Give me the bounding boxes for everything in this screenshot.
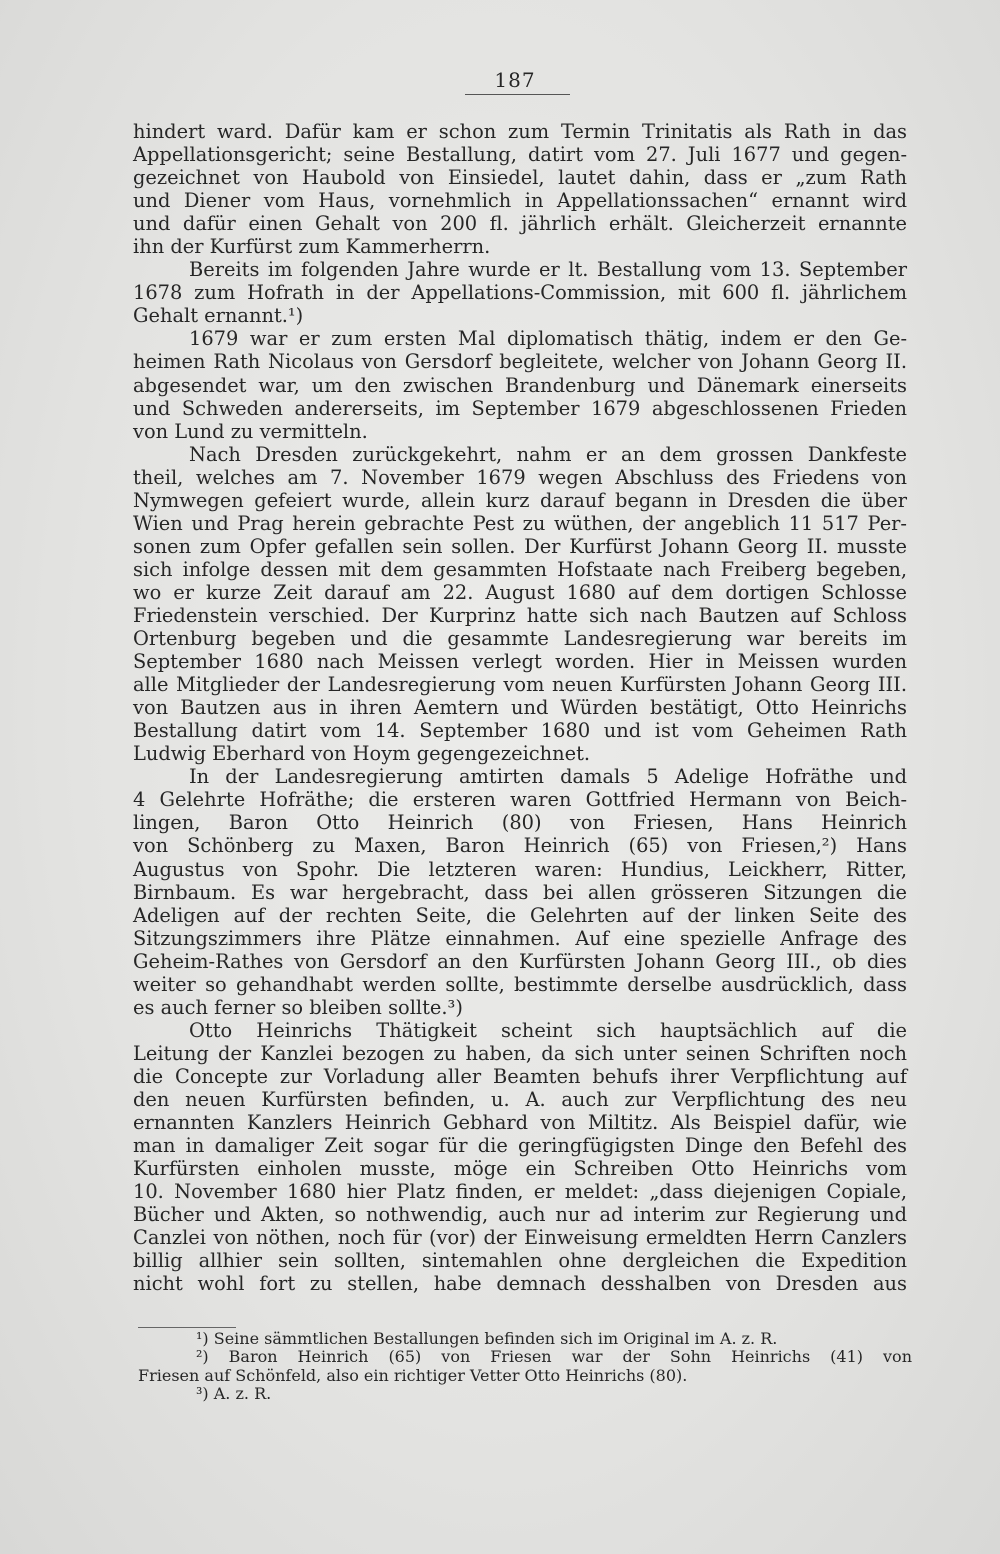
text-line: von Bautzen aus in ihren Aemtern und Würden bestätigt, Otto Heinrichs: [133, 696, 907, 720]
text-line: heimen Rath Nicolaus von Gersdorf begleitete, welcher von Johann Georg II.: [133, 350, 907, 374]
text-line: Friedenstein verschied. Der Kurprinz hatte sich nach Bautzen auf Schloss: [133, 603, 907, 627]
text-line: In der Landesregierung amtirten damals 5 Adelige Hofräthe und: [189, 765, 907, 789]
text-line: Geheim-Rathes von Gersdorf an den Kurfürsten Johann Georg III., ob dies: [133, 949, 907, 973]
text-line: es auch ferner so bleiben sollte.³): [133, 995, 463, 1019]
text-line: September 1680 nach Meissen verlegt worden. Hier in Meissen wurden: [133, 650, 907, 674]
text-line: Appellationsgericht; seine Bestallung, datirt vom 27. Juli 1677 und gegen-: [133, 143, 907, 167]
text-line: gezeichnet von Haubold von Einsiedel, lautet dahin, dass er „zum Rath: [133, 166, 907, 190]
text-line: und dafür einen Gehalt von 200 fl. jährlich erhält. Gleicherzeit ernannte: [133, 212, 907, 236]
text-line: billig allhier sein sollten, sintemahlen ohne dergleichen die Expedition: [133, 1249, 907, 1273]
footnote-line: ¹) Seine sämmtlichen Bestallungen befinden sich im Original im A. z. R.: [196, 1329, 778, 1348]
text-line: man in damaliger Zeit sogar für die geringfügigsten Dinge den Befehl des: [133, 1134, 907, 1158]
text-line: abgesendet war, um den zwischen Brandenburg und Dänemark einerseits: [133, 373, 907, 397]
text-line: 1679 war er zum ersten Mal diplomatisch thätig, indem er den Ge-: [189, 327, 907, 351]
text-line: Bereits im folgenden Jahre wurde er lt. Bestallung vom 13. September: [189, 258, 907, 282]
text-line: Adeligen auf der rechten Seite, die Gelehrten auf der linken Seite des: [133, 903, 907, 927]
text-line: 1678 zum Hofrath in der Appellations-Commission, mit 600 fl. jährlichem: [133, 281, 907, 305]
text-line: Nymwegen gefeiert wurde, allein kurz darauf begann in Dresden die über: [133, 488, 907, 512]
text-line: Ortenburg begeben und die gesammte Landesregierung war bereits im: [133, 627, 907, 651]
text-line: von Schönberg zu Maxen, Baron Heinrich (65) von Friesen,²) Hans: [133, 834, 907, 858]
text-line: und Schweden andererseits, im September 1679 abgeschlossenen Frieden: [133, 396, 907, 420]
text-line: weiter so gehandhabt werden sollte, bestimmte derselbe ausdrücklich, dass: [133, 972, 907, 996]
text-line: Augustus von Spohr. Die letzteren waren: Hundius, Leickherr, Ritter,: [133, 857, 907, 881]
footnote-rule: [138, 1327, 236, 1328]
text-line: lingen, Baron Otto Heinrich (80) von Friesen, Hans Heinrich: [133, 811, 907, 835]
text-line: Canzlei von nöthen, noch für (vor) der Einweisung ermeldten Herrn Canzlers: [133, 1226, 907, 1250]
footnote-line: ³) A. z. R.: [196, 1384, 272, 1404]
text-line: Bestallung datirt vom 14. September 1680 und ist vom Geheimen Rath: [133, 719, 907, 743]
text-line: Nach Dresden zurückgekehrt, nahm er an dem grossen Dankfeste: [189, 442, 907, 466]
page-number: 187: [494, 68, 536, 92]
text-line: Otto Heinrichs Thätigkeit scheint sich hauptsächlich auf die: [189, 1018, 907, 1042]
header-rule: [465, 94, 570, 95]
text-line: hindert ward. Dafür kam er schon zum Termin Trinitatis als Rath in das: [133, 120, 907, 143]
text-line: ernannten Kanzlers Heinrich Gebhard von Miltitz. Als Beispiel dafür, wie: [133, 1111, 907, 1135]
footnote-line: ²) Baron Heinrich (65) von Friesen war der Sohn Heinrichs (41) von: [196, 1347, 912, 1367]
text-line: Leitung der Kanzlei bezogen zu haben, da sich unter seinen Schriften noch: [133, 1041, 907, 1065]
text-line: Ludwig Eberhard von Hoym gegengezeichnet.: [133, 742, 591, 766]
text-line: Wien und Prag herein gebrachte Pest zu wüthen, der angeblich 11 517 Per-: [133, 511, 907, 535]
text-line: 10. November 1680 hier Platz finden, er meldet: „dass diejenigen Copiale,: [133, 1180, 907, 1204]
text-line: wo er kurze Zeit darauf am 22. August 1680 auf dem dortigen Schlosse: [133, 580, 907, 604]
text-line: ihn der Kurfürst zum Kammerherrn.: [133, 235, 491, 259]
text-line: nicht wohl fort zu stellen, habe demnach desshalben von Dresden aus: [133, 1272, 907, 1296]
footnotes: [138, 1330, 912, 1404]
text-line: theil, welches am 7. November 1679 wegen Abschluss des Friedens von: [133, 465, 907, 489]
text-line: Bücher und Akten, so nothwendig, auch nur ad interim zur Regierung und: [133, 1203, 907, 1227]
text-line: Kurfürsten einholen musste, möge ein Schreiben Otto Heinrichs vom: [133, 1157, 907, 1181]
text-line: alle Mitglieder der Landesregierung vom neuen Kurfürsten Johann Georg III.: [133, 673, 907, 697]
body-text: [133, 120, 907, 1295]
text-line: von Lund zu vermitteln.: [133, 419, 368, 443]
text-line: 4 Gelehrte Hofräthe; die ersteren waren Gottfried Hermann von Beich-: [133, 788, 907, 812]
footnote-line: Friesen auf Schönfeld, also ein richtiger Vetter Otto Heinrichs (80).: [138, 1365, 688, 1385]
text-line: den neuen Kurfürsten befinden, u. A. auch zur Verpflichtung des neu: [133, 1087, 907, 1111]
text-line: die Concepte zur Vorladung aller Beamten behufs ihrer Verpflichtung auf: [133, 1064, 907, 1088]
text-line: Birnbaum. Es war hergebracht, dass bei allen grösseren Sitzungen die: [133, 880, 907, 904]
text-line: Sitzungszimmers ihre Plätze einnahmen. Auf eine spezielle Anfrage des: [133, 926, 907, 950]
text-line: sich infolge dessen mit dem gesammten Hofstaate nach Freiberg begeben,: [133, 557, 907, 581]
text-line: Gehalt ernannt.¹): [133, 304, 304, 328]
text-line: und Diener vom Haus, vornehmlich in Appellationssachen“ ernannt wird: [133, 189, 907, 213]
text-line: sonen zum Opfer gefallen sein sollen. Der Kurfürst Johann Georg II. musste: [133, 534, 907, 558]
